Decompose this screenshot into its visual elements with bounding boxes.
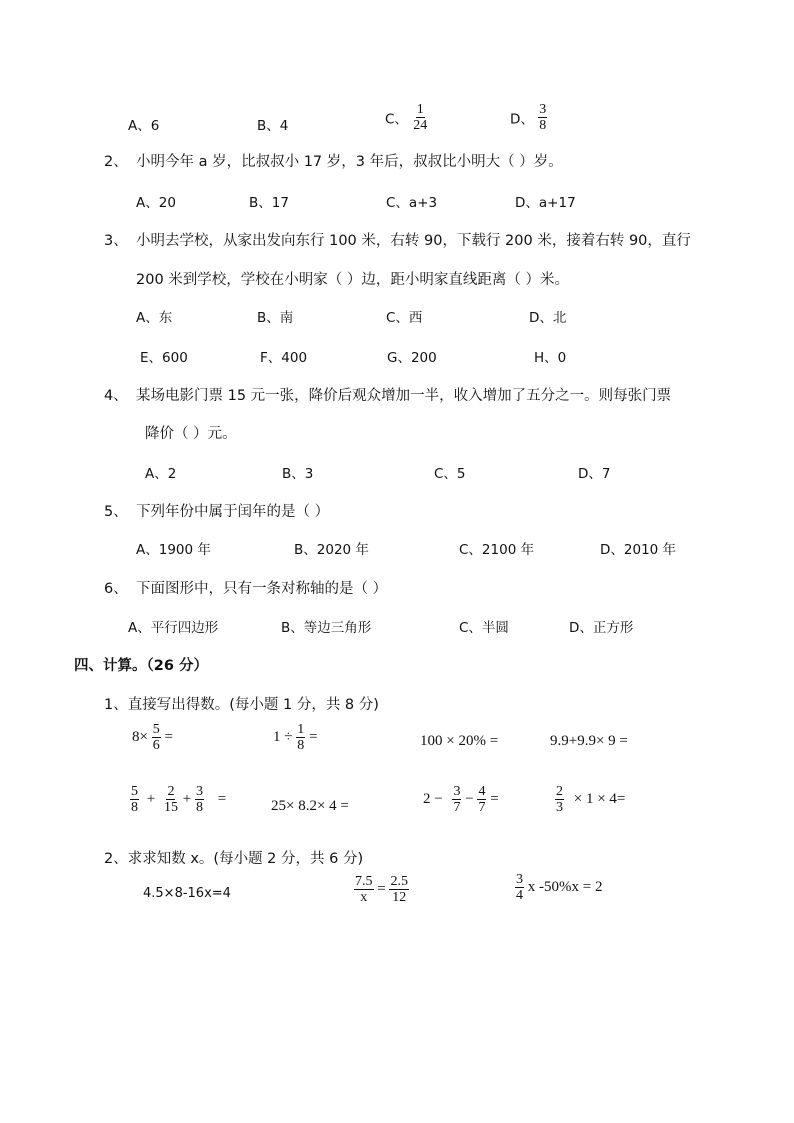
option-a: A、20 <box>136 195 176 211</box>
option-c: C、2100 年 <box>459 542 535 558</box>
part-1-title: 1、直接写出得数。(每小题 1 分，共 8 分) <box>104 697 379 713</box>
numerator: 7.5 <box>355 874 373 889</box>
equation-1: 4.5×8-16x=4 <box>143 886 231 901</box>
option-a: A、东 <box>136 310 173 326</box>
question-4-number: 4、 <box>104 388 128 404</box>
question-6-number: 6、 <box>104 581 128 597</box>
calc-expression-2 <box>273 722 317 753</box>
numerator: 1 <box>416 102 424 117</box>
denominator: 7 <box>478 800 486 815</box>
expr-text: x -50%x = 2 <box>527 878 603 895</box>
option-a: A、1900 年 <box>136 542 211 558</box>
question-4-line2: 降价（ ）元。 <box>145 426 237 442</box>
numerator: 3 <box>195 784 203 799</box>
denominator: 8 <box>539 118 547 133</box>
denominator: 7 <box>453 800 461 815</box>
minus-sign: − <box>465 790 474 807</box>
fraction <box>477 784 486 815</box>
option-c: C、a+3 <box>386 195 438 211</box>
calc-expression-8 <box>555 784 625 815</box>
denominator: 8 <box>195 800 203 815</box>
fraction <box>555 784 564 815</box>
expr-text: 1 ÷ <box>273 728 293 745</box>
equation-2 <box>354 874 409 905</box>
option-d-prefix: D、 <box>510 111 534 128</box>
denominator: 12 <box>392 890 407 905</box>
numerator: 2.5 <box>390 874 408 889</box>
fraction <box>538 102 547 133</box>
fraction <box>515 872 524 903</box>
fraction <box>452 784 461 815</box>
part-2-title: 2、求求知数 x。(每小题 2 分，共 6 分) <box>104 851 364 867</box>
option-d: D、北 <box>529 310 567 326</box>
equals-sign: = <box>164 728 173 745</box>
option-c <box>385 102 428 133</box>
calc-expression-6: 25× 8.2× 4 = <box>271 798 349 814</box>
fraction <box>389 874 409 905</box>
numerator: 5 <box>131 784 138 799</box>
numerator: 3 <box>516 872 523 887</box>
question-3-number: 3、 <box>104 233 128 249</box>
option-c: C、半圆 <box>459 620 509 636</box>
question-5-text: 下列年份中属于闰年的是（ ） <box>136 504 330 520</box>
question-3-line2: 200 米到学校，学校在小明家（ ）边，距小明家直线距离（ ）米。 <box>136 272 570 288</box>
numerator: 3 <box>453 784 461 799</box>
fraction <box>152 722 161 753</box>
question-4-line1: 某场电影门票 15 元一张，降价后观众增加一半，收入增加了五分之一。则每张门票 <box>136 388 672 404</box>
option-b: B、2020 年 <box>294 542 369 558</box>
fraction <box>163 784 179 815</box>
question-3-line1: 小明去学校，从家出发向东行 100 米，右转 90，下载行 200 米，接着右转 90，直行 <box>136 233 691 249</box>
option-c-prefix: C、 <box>385 111 408 128</box>
calc-expression-1 <box>132 722 173 753</box>
option-f: F、400 <box>260 350 308 366</box>
denominator: 15 <box>163 800 178 815</box>
option-a: A、平行四边形 <box>128 620 219 636</box>
section-title: 四、计算。（26 分） <box>74 658 208 674</box>
fraction <box>296 722 305 753</box>
option-b: B、3 <box>282 466 314 482</box>
numerator: 5 <box>152 722 160 737</box>
equals-sign: = <box>308 728 318 745</box>
option-b: B、4 <box>257 118 289 134</box>
option-e: E、600 <box>140 350 188 366</box>
equals-sign: = <box>490 790 499 807</box>
numerator: 2 <box>167 784 175 799</box>
numerator: 4 <box>478 784 486 799</box>
question-6-text: 下面图形中，只有一条对称轴的是（ ） <box>136 581 388 597</box>
calc-expression-7 <box>423 784 499 815</box>
option-a: A、6 <box>128 118 160 134</box>
numerator: 1 <box>297 722 305 737</box>
fraction <box>195 784 204 815</box>
denominator: 8 <box>297 738 305 753</box>
option-d: D、7 <box>578 466 611 482</box>
denominator: 24 <box>413 118 428 133</box>
option-a: A、2 <box>145 466 177 482</box>
option-c: C、西 <box>386 310 423 326</box>
denominator: 6 <box>152 738 160 753</box>
option-b: B、等边三角形 <box>281 620 372 636</box>
question-2-number: 2、 <box>104 154 128 170</box>
option-d: D、正方形 <box>569 620 634 636</box>
fraction <box>412 102 428 133</box>
denominator: 4 <box>516 888 523 903</box>
expr-text: × 1 × 4= <box>573 790 626 807</box>
option-d <box>510 102 547 133</box>
numerator: 2 <box>556 784 563 799</box>
calc-expression-4: 9.9+9.9× 9 = <box>550 733 628 749</box>
equation-3 <box>515 872 602 903</box>
expr-text: 2 − <box>423 790 443 807</box>
denominator: x <box>360 890 368 905</box>
option-d: D、2010 年 <box>600 542 677 558</box>
plus-sign: + <box>146 790 156 807</box>
equals-sign: = <box>217 790 227 807</box>
question-5-number: 5、 <box>104 504 128 520</box>
equals-sign: = <box>377 880 386 897</box>
expr-text: 8× <box>132 728 148 745</box>
denominator: 8 <box>131 800 138 815</box>
numerator: 3 <box>539 102 547 117</box>
fraction <box>130 784 139 815</box>
option-d: D、a+17 <box>515 195 576 211</box>
option-h: H、0 <box>534 350 567 366</box>
fraction <box>354 874 374 905</box>
calc-expression-3: 100 × 20% = <box>420 733 499 749</box>
option-c: C、5 <box>434 466 466 482</box>
option-b: B、南 <box>257 310 294 326</box>
plus-sign: + <box>182 790 192 807</box>
option-g: G、200 <box>387 350 437 366</box>
option-b: B、17 <box>249 195 289 211</box>
calc-expression-5 <box>130 784 230 815</box>
denominator: 3 <box>556 800 563 815</box>
question-2-text: 小明今年 a 岁，比叔叔小 17 岁，3 年后，叔叔比小明大（ ）岁。 <box>136 154 563 170</box>
